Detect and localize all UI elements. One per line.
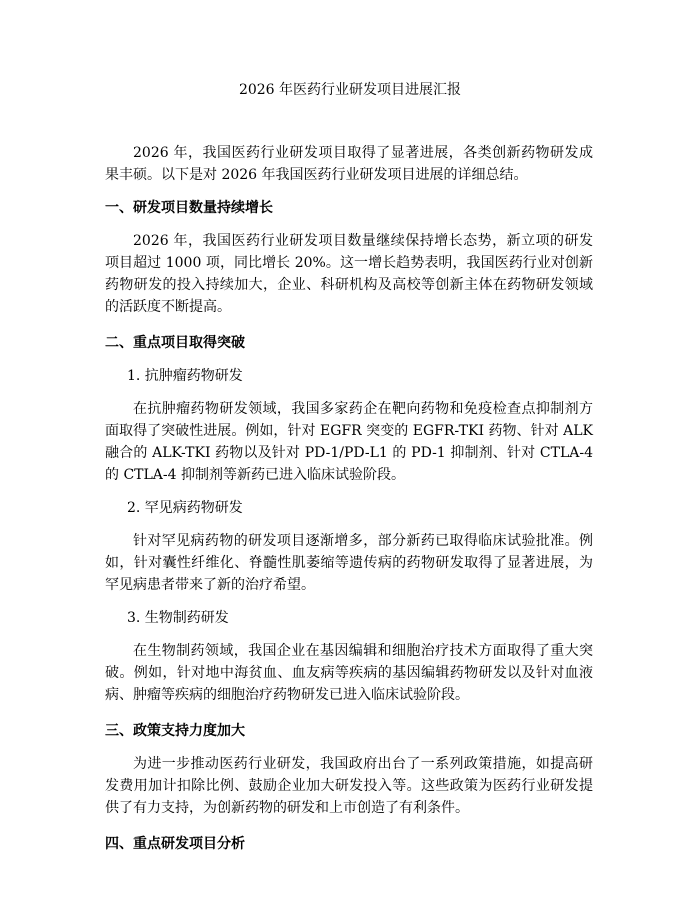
subsection-1-heading: 1. 抗肿瘤药物研发 — [127, 368, 243, 384]
subsection-2-heading: 2. 罕见病药物研发 — [127, 500, 243, 516]
subsection-3-paragraph: 在生物制药领域，我国企业在基因编辑和细胞治疗技术方面取得了重大突破。例如，针对地中海贫血、血友病等疾病的基因编辑药物研发以及针对血液病、肿瘤等疾病的细胞治疗药物研发已进入临床试验阶段。 — [105, 643, 593, 703]
section-3-paragraph: 为进一步推动医药行业研发，我国政府出台了一系列政策措施，如提高研发费用加计扣除比例、鼓励企业加大研发投入等。这些政策为医药行业研发提供了有力支持，为创新药物的研发和上市创造了有利条件。 — [105, 756, 593, 816]
section-1-heading: 一、研发项目数量持续增长 — [105, 200, 273, 216]
document-body — [105, 142, 593, 855]
subsection-1-paragraph: 在抗肿瘤药物研发领域，我国多家药企在靶向药物和免疫检查点抑制剂方面取得了突破性进展。例如，针对 EGFR 突变的 EGFR-TKI 药物、针对 ALK 融合的 ALK-TKI 药物以及针对 PD-1/PD-L1 的 PD-1 抑制剂、针对 CTLA-4 的 CTLA-4 抑制剂等新药已进入临床试验阶段。 — [105, 401, 593, 483]
section-2-heading: 二、重点项目取得突破 — [105, 335, 245, 351]
section-1-paragraph: 2026 年，我国医药行业研发项目数量继续保持增长态势，新立项的研发项目超过 1000 项，同比增长 20%。这一增长趋势表明，我国医药行业对创新药物研发的投入持续加大，企业、科研机构及高校等创新主体在药物研发领域的活跃度不断提高。 — [105, 233, 593, 315]
section-3-heading: 三、政策支持力度加大 — [105, 723, 245, 739]
intro-paragraph: 2026 年，我国医药行业研发项目取得了显著进展，各类创新药物研发成果丰硕。以下是对 2026 年我国医药行业研发项目进展的详细总结。 — [105, 145, 593, 183]
subsection-2-paragraph: 针对罕见病药物的研发项目逐渐增多，部分新药已取得临床试验批准。例如，针对囊性纤维化、脊髓性肌萎缩等遗传病的药物研发取得了显著进展，为罕见病患者带来了新的治疗希望。 — [105, 533, 593, 593]
section-4-heading: 四、重点研发项目分析 — [105, 836, 245, 852]
subsection-3-heading: 3. 生物制药研发 — [127, 610, 229, 626]
document-title: 2026 年医药行业研发项目进展汇报 — [238, 82, 462, 98]
